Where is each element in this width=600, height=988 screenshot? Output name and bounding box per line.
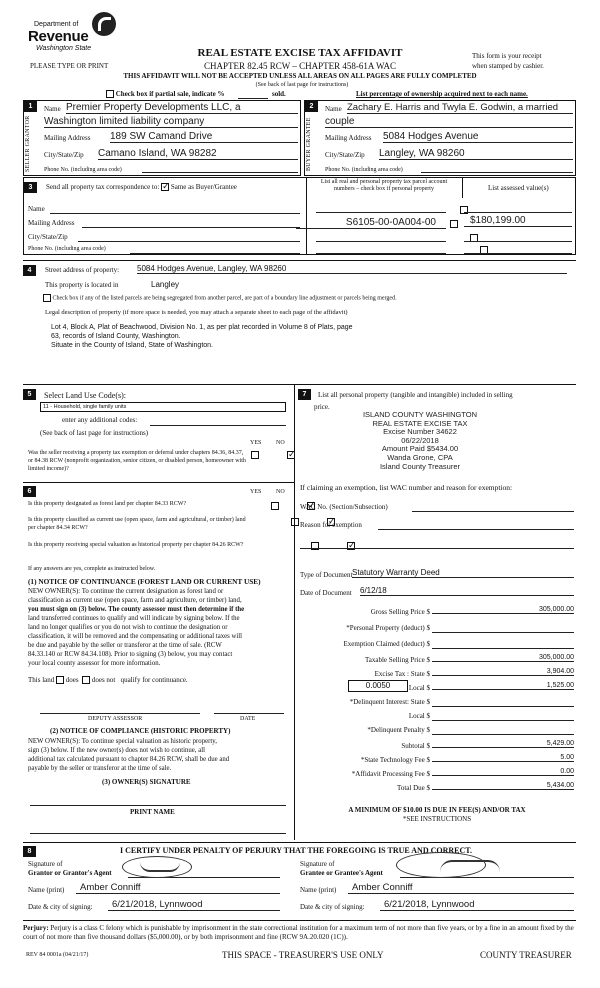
form-id: REV 84 0001a (04/21/17) — [26, 952, 89, 958]
section-3-number: 3 — [24, 182, 37, 193]
section-6-number: 6 — [23, 486, 36, 497]
s6-q1-yes-checkbox[interactable] — [271, 502, 279, 510]
additional-codes-field[interactable] — [150, 417, 286, 426]
grantee-sig-label-1: Signature of — [300, 860, 335, 868]
grantee-signature-scribble — [440, 860, 500, 872]
select-land-use-label: Select Land Use Code(s): — [44, 391, 126, 400]
seller-phone-field[interactable] — [142, 163, 298, 173]
parcel-row-3[interactable] — [316, 245, 446, 254]
reason-field[interactable] — [378, 521, 574, 530]
delinq-penalty-label: *Delinquent Penalty $ — [367, 726, 430, 734]
print-name-line[interactable] — [30, 826, 286, 834]
minimum-due: A MINIMUM OF $10.00 IS DUE IN FEE(S) AND/OR TAX — [348, 806, 526, 814]
same-as-buyer-checkbox[interactable] — [161, 183, 169, 191]
local-rate-field[interactable]: 0.0050 — [348, 680, 408, 692]
deputy-date-line[interactable] — [214, 706, 284, 714]
exemption-claimed-label: Exemption Claimed (deduct) $ — [343, 640, 430, 648]
doc-date-label: Date of Document — [300, 589, 352, 597]
s6-no-header: NO — [276, 489, 285, 495]
notice1-f: classification, it will be removed and the compensating or additional taxes will — [28, 633, 243, 640]
delinq-state-value[interactable] — [432, 698, 574, 707]
does-not-label: does not — [91, 676, 116, 684]
treasurer-space: THIS SPACE - TREASURER'S USE ONLY — [222, 950, 384, 960]
grantor-name-label: Name (print) — [28, 886, 65, 894]
dept-line3: Washington State — [36, 45, 92, 52]
gross-value[interactable]: 305,000.00 — [432, 606, 574, 614]
section-4-property — [23, 260, 576, 380]
street-value[interactable]: 5084 Hodges Avenue, Langley, WA 98260 — [137, 264, 567, 274]
reason-field-2[interactable] — [300, 540, 574, 549]
notice1-d: land transferred continues to qualify and will indicate by signing below. If the — [28, 615, 240, 622]
deputy-label: DEPUTY ASSESSOR — [88, 716, 143, 722]
grantee-name-label: Name (print) — [300, 886, 337, 894]
assessed-header: List assessed value(s) — [488, 184, 549, 192]
exemption-label: If claiming an exemption, list WAC number and reason for exemption: — [300, 483, 513, 492]
notice2-c: additional tax calculated pursuant to chapter 84.26 RCW, shall be due and — [28, 756, 230, 763]
located-label: This property is located in — [45, 281, 119, 289]
delinq-local-value[interactable] — [432, 712, 574, 721]
doc-type-label: Type of Document — [300, 571, 353, 579]
total-due-label: Total Due $ — [397, 784, 430, 792]
perjury-text: Perjury is a class C felony which is punishable by imprisonment in the state correctional institution for a maximum term of not more than five years, or by a fine in an amount fixed by the court of not more than five thousand dollars ($5,000.00), or by both imprisonment and fine (RCW 9A.20.020 (1C)). — [23, 924, 574, 941]
dept-line1: Department of — [34, 21, 79, 28]
seller-city-label: City/State/Zip — [44, 151, 84, 159]
section-8-number: 8 — [23, 846, 36, 857]
form-chapter: CHAPTER 82.45 RCW – CHAPTER 458-61A WAC — [204, 61, 396, 71]
notice1-title: (1) NOTICE OF CONTINUANCE (FOREST LAND OR CURRENT USE) — [28, 577, 261, 586]
notice1-i: your local county assessor for more information. — [28, 660, 161, 667]
delinq-penalty-value[interactable] — [432, 726, 574, 735]
list-pct-label: List percentage of ownership acquired next to each name. — [356, 90, 528, 98]
wac-field[interactable] — [412, 503, 574, 512]
receipt-line2: when stamped by cashier. — [472, 62, 544, 70]
grantee-date-label: Date & city of signing: — [300, 903, 365, 911]
delinq-state-label: *Delinquent Interest: State $ — [349, 698, 430, 706]
buyer-name-label: Name — [325, 105, 342, 113]
assessed-row-3[interactable] — [464, 245, 572, 254]
deputy-sig-line[interactable] — [40, 706, 200, 714]
please-type: PLEASE TYPE OR PRINT — [30, 62, 109, 70]
section-1-seller — [23, 100, 301, 176]
buyer-side-label: BUYER GRANTEE — [306, 117, 312, 171]
buyer-city-label: City/State/Zip — [325, 151, 365, 159]
section-7-number: 7 — [298, 389, 311, 400]
grantor-signature-scribble — [140, 862, 180, 872]
corr-phone-label: Phone No. (including area code) — [28, 246, 106, 252]
grantee-sig-label-2: Grantee or Grantee's Agent — [300, 869, 383, 877]
notice1-g: be due and payable by the seller or transferor at the time of sale. (RCW — [28, 642, 222, 649]
buyer-city-value[interactable]: Langley, WA 98260 — [379, 148, 573, 160]
legal-line-1: Lot 4, Block A, Plat of Beachwood, Division No. 1, as per plat recorded in Volume 8 of Plats, page — [51, 324, 353, 331]
s5-q1: Was the seller receiving a property tax exemption or deferral under chapters 84.36, 84.37, or 84.38 RCW (nonprofit organization, senior citizen, or disabled person, homeowner with limited income)? — [28, 450, 246, 472]
buyer-phone-field[interactable] — [421, 163, 573, 173]
print-name-label: PRINT NAME — [130, 808, 175, 816]
s6-q1: Is this property designated as forest land per chapter 84.33 RCW? — [28, 501, 187, 507]
legal-label: Legal description of property (if more space is needed, you may attach a separate sheet to each page of the affidavit) — [45, 309, 348, 316]
grantor-name-value[interactable]: Amber Conniff — [76, 882, 280, 894]
section-3-correspondence — [23, 177, 576, 255]
dor-logo — [28, 12, 120, 56]
seller-side-label: SELLER GRANTOR — [25, 115, 31, 173]
s5-q1-yes-checkbox[interactable] — [251, 451, 259, 459]
seller-name-line1[interactable]: Premier Property Developments LLC, a — [66, 102, 298, 114]
corr-name-label: Name — [28, 205, 45, 213]
street-label: Street address of property: — [45, 266, 120, 274]
grantee-date-value[interactable]: 6/21/2018, Lynnwood — [380, 899, 574, 911]
owner-sig-line[interactable] — [30, 798, 286, 806]
reason-label: Reason for exemption — [300, 521, 362, 529]
personal-prop-label: *Personal Property (deduct) $ — [346, 624, 430, 632]
legal-line-3: Situate in the County of Island, State of Washington. — [51, 342, 214, 349]
seller-phone-label: Phone No. (including area code) — [44, 167, 122, 173]
doc-date-value[interactable]: 6/12/18 — [360, 586, 574, 596]
segregated-label: Check box if any of the listed parcels are being segregated from another parcel, are part of a boundary line adjustment or parcels being merged. — [52, 295, 397, 302]
local-label: Local $ — [408, 684, 430, 692]
delinq-local-label: Local $ — [408, 712, 430, 720]
assessed-row-1[interactable]: $180,199.00 — [464, 215, 572, 227]
seller-city-value[interactable]: Camano Island, WA 98282 — [98, 148, 298, 160]
form-title: REAL ESTATE EXCISE TAX AFFIDAVIT — [197, 47, 403, 59]
continuance-row — [28, 676, 188, 684]
corr-mail-field[interactable] — [82, 219, 300, 228]
legal-line-2: 63, records of Island County, Washington. — [51, 333, 181, 340]
parcel-row-2[interactable] — [316, 233, 446, 242]
s6-q2: Is this property classified as current use (open space, farm and agricultural, or timber) land per chapter 84.34 RCW? — [28, 517, 246, 531]
see-back-header: (See back of last page for instructions) — [255, 82, 349, 88]
seller-mail-label: Mailing Address — [44, 134, 91, 142]
tech-fee-value[interactable]: 5.00 — [432, 754, 574, 762]
sold-label: sold. — [272, 90, 286, 98]
corr-mail-label: Mailing Address — [28, 219, 75, 227]
buyer-mail-label: Mailing Address — [325, 134, 372, 142]
notice1-h: 84.33.140 or RCW 84.34.108). Prior to signing (3) below, you may contact — [28, 651, 233, 658]
corr-city-field[interactable] — [78, 233, 300, 242]
assessed-row-0[interactable] — [464, 204, 572, 213]
grantor-sig-label-1: Signature of — [28, 860, 63, 868]
notice1-b: classification as current use (open space, farm and agriculture, or timber) land, — [28, 597, 242, 604]
parcel-row-0[interactable] — [316, 204, 446, 213]
treasurer-stamp — [320, 411, 520, 471]
corr-city-label: City/State/Zip — [28, 233, 68, 241]
grantee-name-value[interactable]: Amber Conniff — [348, 882, 574, 894]
seller-name-label: Name — [44, 105, 61, 113]
logo-mark-cutout — [98, 17, 111, 31]
personal-prop-value[interactable] — [432, 624, 574, 633]
stamp-line-6: Wanda Grone, CPA — [387, 452, 453, 462]
send-to-row — [46, 183, 237, 191]
partial-sale-row — [106, 90, 224, 98]
grantor-sig-label-2: Grantor or Grantor's Agent — [28, 869, 112, 877]
doc-type-value[interactable]: Statutory Warranty Deed — [352, 568, 574, 578]
tech-fee-label: *State Technology Fee $ — [360, 756, 430, 764]
owner-sig-label: (3) OWNER(S) SIGNATURE — [102, 778, 191, 786]
affidavit-fee-label: *Affidavit Processing Fee $ — [351, 770, 430, 778]
section-2-number: 2 — [305, 101, 318, 112]
same-as-buyer-label: Same as Buyer/Grantee — [170, 183, 237, 191]
assessed-row-2[interactable] — [464, 233, 572, 242]
excise-state-label: Excise Tax : State $ — [374, 670, 430, 678]
subtotal-label: Subtotal $ — [401, 742, 430, 750]
stamp-line-2: REAL ESTATE EXCISE TAX — [372, 418, 468, 428]
dept-line2: Revenue — [28, 28, 89, 45]
gross-label: Gross Selling Price $ — [370, 608, 430, 616]
notice2-title: (2) NOTICE OF COMPLIANCE (HISTORIC PROPERTY) — [50, 727, 231, 735]
warning-line: THIS AFFIDAVIT WILL NOT BE ACCEPTED UNLESS ALL AREAS ON ALL PAGES ARE FULLY COMPLETED — [123, 72, 477, 80]
see-instructions: *SEE INSTRUCTIONS — [402, 815, 472, 823]
certify-text: I CERTIFY UNDER PENALTY OF PERJURY THAT THE FOREGOING IS TRUE AND CORRECT. — [120, 846, 473, 855]
grantor-date-value[interactable]: 6/21/2018, Lynnwood — [108, 899, 280, 911]
section-6-divider — [23, 482, 295, 483]
stamp-line-1: ISLAND COUNTY WASHINGTON — [362, 410, 478, 419]
grantor-date-label: Date & city of signing: — [28, 903, 93, 911]
buyer-phone-label: Phone No. (including area code) — [325, 167, 403, 173]
stamp-line-4: 06/22/2018 — [401, 435, 439, 445]
parcel-header: List all real and personal property tax parcel account numbers – check box if personal property — [320, 179, 448, 192]
personal-label-a: List all personal property (tangible and intangible) included in selling — [318, 391, 513, 399]
subtotal-value[interactable]: 5,429.00 — [432, 740, 574, 748]
s5-yes-header: YES — [250, 440, 262, 446]
notice2-b: sign (3) below. If the new owner(s) does not wish to continue, all — [28, 747, 205, 754]
corr-name-field[interactable] — [50, 205, 300, 214]
segregated-row — [43, 294, 397, 302]
s5-q1-no-checkbox[interactable] — [287, 451, 295, 459]
this-land-label: This land — [28, 676, 55, 684]
section-1-number: 1 — [24, 101, 37, 112]
does-not-checkbox[interactable] — [82, 676, 90, 684]
buyer-name-line2[interactable]: couple — [325, 116, 573, 128]
qualify-label: qualify for continuance. — [120, 676, 188, 684]
notice1-a: NEW OWNER(S): To continue the current designation as forest land or — [28, 588, 224, 595]
parcel-row-1[interactable]: S6105-00-0A004-00 — [296, 217, 446, 229]
land-use-see-back: (See back of last page for instructions) — [40, 429, 149, 437]
seller-name-line2[interactable]: Washington limited liability company — [44, 116, 298, 128]
section-4-number: 4 — [23, 265, 36, 276]
wac-label: WAC No. (Section/Subsection) — [300, 503, 388, 511]
buyer-mail-value[interactable]: 5084 Hodges Avenue — [383, 131, 573, 143]
county-treasurer: COUNTY TREASURER — [480, 950, 572, 960]
notice2-d: payable by the seller or transferor at the time of sale. — [28, 765, 172, 772]
seller-mail-value[interactable]: 189 SW Camand Drive — [110, 131, 298, 143]
date-label: DATE — [240, 716, 256, 722]
corr-phone-field[interactable] — [130, 245, 300, 254]
buyer-name-line1[interactable]: Zachary E. Harris and Twyla E. Godwin, a married — [347, 102, 573, 114]
s6-yes-header: YES — [250, 489, 262, 495]
parcel-row-1-personal-checkbox[interactable] — [450, 220, 458, 228]
total-due-value[interactable]: 5,434.00 — [432, 782, 574, 790]
receipt-line1: This form is your receipt — [472, 52, 542, 60]
does-label: does — [65, 676, 79, 684]
if-yes-label: If any answers are yes, complete as instructed below. — [28, 566, 156, 572]
notice1-c: you must sign on (3) below. The county assessor must then determine if the — [28, 606, 245, 613]
located-value[interactable]: Langley — [151, 280, 180, 289]
stamp-line-7: Island County Treasurer — [379, 461, 461, 471]
assessed-divider — [462, 178, 463, 198]
excise-state-value[interactable]: 3,904.00 — [432, 668, 574, 676]
additional-codes-label: enter any additional codes: — [62, 416, 138, 424]
notice2-a: NEW OWNER(S): To continue special valuation as historic property, — [28, 738, 217, 745]
partial-pct-field[interactable] — [238, 98, 268, 99]
partial-sale-label: Check box if partial sale, indicate % — [115, 90, 225, 98]
personal-label-b: price. — [314, 403, 330, 411]
stamp-line-3: Excise Number 34622 — [383, 427, 457, 437]
taxable-value[interactable]: 305,000.00 — [432, 654, 574, 662]
affidavit-fee-value[interactable]: 0.00 — [432, 768, 574, 776]
parcel-divider — [306, 178, 307, 254]
s5-no-header: NO — [276, 440, 285, 446]
segregated-checkbox[interactable] — [43, 294, 51, 302]
land-use-code-field[interactable]: 11 - Household, single family units — [40, 402, 286, 412]
perjury-notice — [23, 920, 576, 942]
stamp-line-5: Amount Paid $5434.00 — [381, 444, 459, 454]
taxable-label: Taxable Selling Price $ — [364, 656, 430, 664]
section-2-buyer — [304, 100, 576, 176]
s6-q3: Is this property receiving special valuation as historical property per chapter 84.26 RCW? — [28, 542, 244, 548]
partial-sale-checkbox[interactable] — [106, 90, 114, 98]
local-value[interactable]: 1,525.00 — [432, 682, 574, 690]
send-to-label: Send all property tax correspondence to: — [46, 183, 160, 191]
notice1-e: land no longer qualifies or you do not wish to continue the designation or — [28, 624, 228, 631]
perjury-bold: Perjury: — [23, 924, 49, 932]
section-5-number: 5 — [23, 389, 36, 400]
exemption-claimed-value[interactable] — [432, 640, 574, 649]
does-checkbox[interactable] — [56, 676, 64, 684]
